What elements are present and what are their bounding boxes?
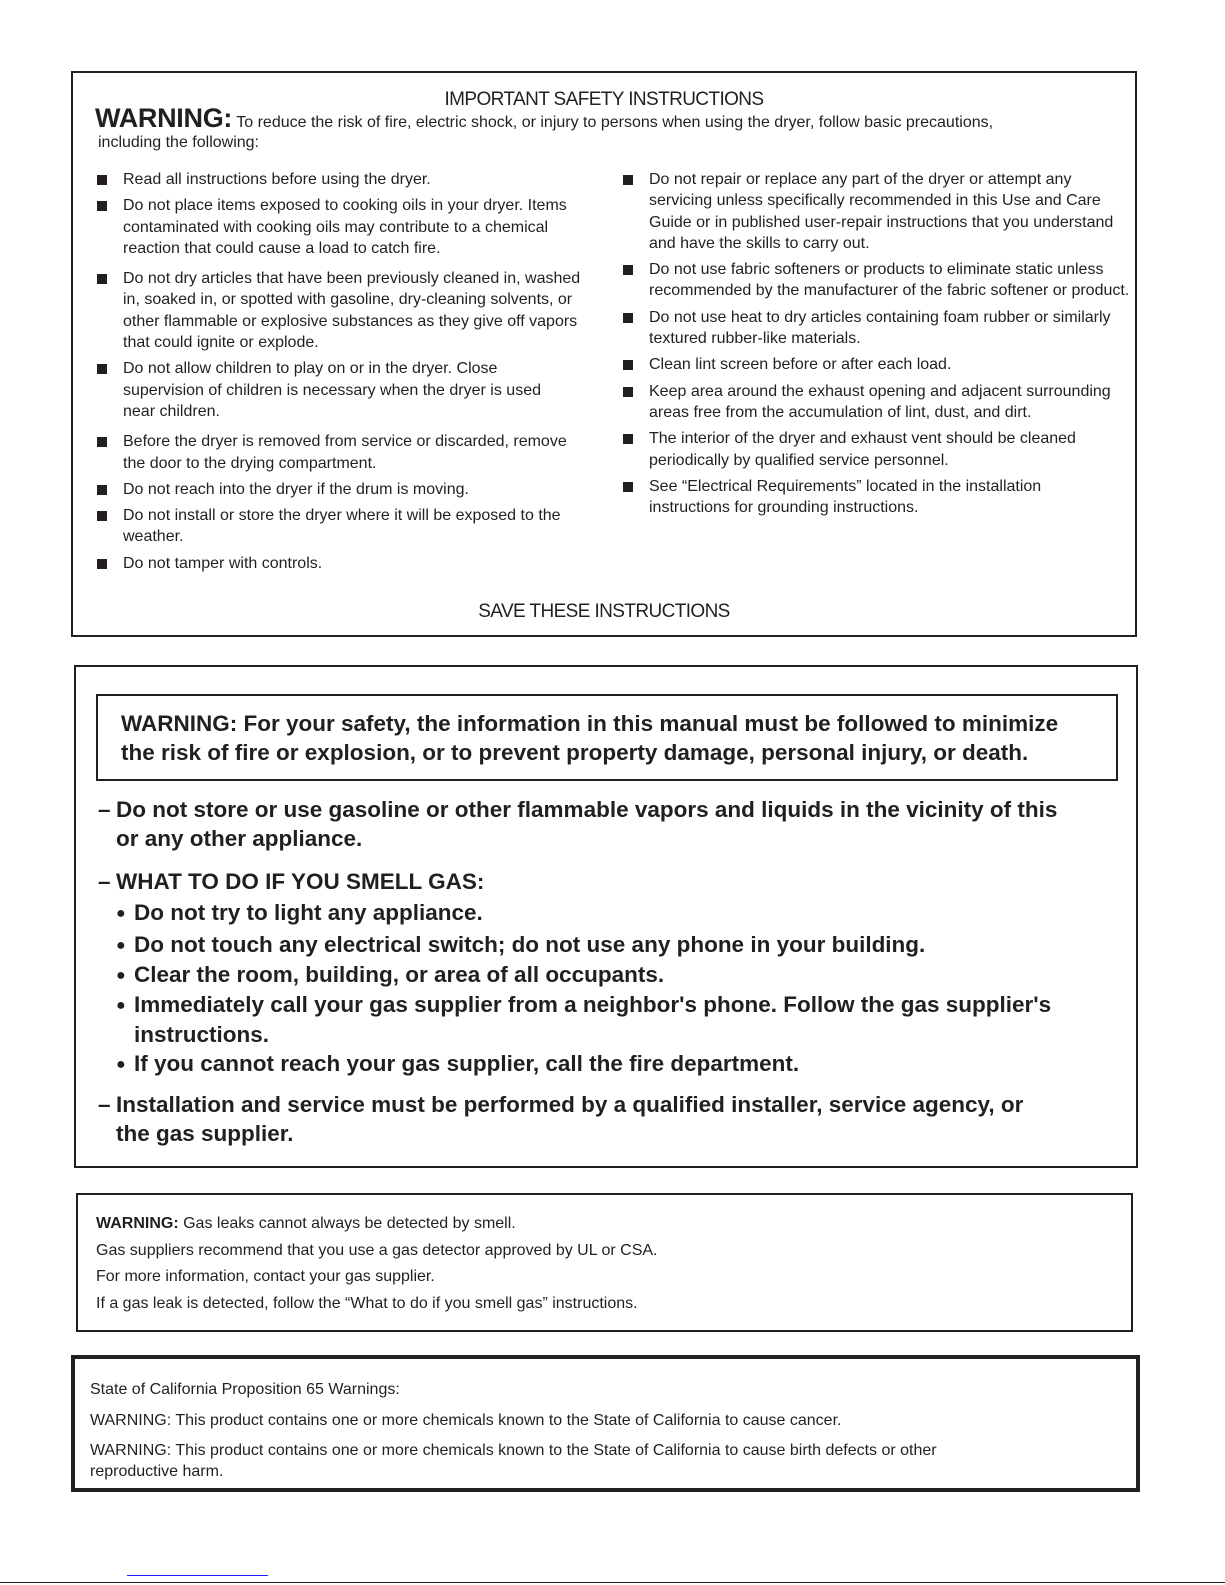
dot-bullet-icon: ● (116, 997, 126, 1014)
callout-line-2: the risk of fire or explosion, or to prevent property damage, personal injury, or death. (121, 740, 1029, 765)
square-bullet-icon (97, 437, 107, 447)
prop65-cancer-warning: WARNING: This product contains one or more chemicals known to the State of California to cause cancer. (90, 1412, 842, 1429)
list-item: Read all instructions before using the dryer. (95, 169, 595, 190)
list-item: Do not allow children to play on or in the dryer. Close supervision of children is necessary when the dryer is used near children. (95, 358, 563, 422)
warning-label: WARNING: (95, 103, 233, 133)
list-item: Do not reach into the dryer if the drum is moving. (95, 479, 595, 500)
list-item: ● Do not try to light any appliance. (116, 898, 1051, 928)
callout-line-1: WARNING: For your safety, the information in this manual must be followed to minimize (121, 711, 1059, 736)
list-item: Do not use heat to dry articles containing foam rubber or similarly textured rubber-like materials. (621, 307, 1139, 350)
list-item: ● Clear the room, building, or area of all occupants. (116, 960, 1051, 990)
list-item: ● Immediately call your gas supplier from a neighbor's phone. Follow the gas supplier's instructions. (116, 992, 1052, 1047)
dot-bullet-icon: ● (116, 1056, 126, 1073)
leak-line-2: Gas suppliers recommend that you use a gas detector approved by UL or CSA. (96, 1242, 658, 1259)
save-instructions-footer: SAVE THESE INSTRUCTIONS (478, 601, 730, 622)
square-bullet-icon (97, 485, 107, 495)
page-bottom-rule (0, 1582, 1225, 1583)
square-bullet-icon (97, 274, 107, 284)
square-bullet-icon (623, 387, 633, 397)
square-bullet-icon (623, 482, 633, 492)
list-item: Clean lint screen before or after each load. (621, 354, 1121, 375)
dash-bullet-icon: – (98, 1092, 111, 1117)
list-item: Do not install or store the dryer where it will be exposed to the weather. (95, 505, 583, 548)
safety-list-right (621, 169, 1130, 523)
prop65-warning-box (71, 1355, 1140, 1492)
prop65-heading: State of California Proposition 65 Warnings: (90, 1381, 400, 1398)
list-item: Before the dryer is removed from service or discarded, remove the door to the drying compartment. (95, 431, 573, 474)
gas-warning-callout (96, 694, 1118, 781)
list-item: See “Electrical Requirements” located in the installation instructions for grounding instructions. (621, 476, 1119, 519)
dash-bullet-icon: – (98, 869, 111, 894)
square-bullet-icon (97, 175, 107, 185)
gas-item-installation: – Installation and service must be performed by a qualified installer, service agency, or the gas supplier. (98, 1092, 1024, 1146)
square-bullet-icon (623, 265, 633, 275)
list-item: Do not repair or replace any part of the dryer or attempt any servicing unless specifically recommended in this Use and Care Guide or in published user-repair instructions that you understand and have the skills to carry out. (621, 169, 1119, 254)
square-bullet-icon (623, 313, 633, 323)
dash-bullet-icon: – (98, 797, 111, 822)
list-item: Do not use fabric softeners or products to eliminate static unless recommended by the manufacturer of the fabric softener or product. (621, 259, 1149, 302)
square-bullet-icon (97, 511, 107, 521)
square-bullet-icon (97, 559, 107, 569)
square-bullet-icon (623, 360, 633, 370)
important-safety-instructions-box (71, 71, 1137, 637)
gas-leak-warning-box (76, 1193, 1133, 1332)
square-bullet-icon (623, 434, 633, 444)
warning-label: WARNING: (96, 1215, 179, 1232)
warning-text-cont: including the following: (98, 134, 259, 151)
square-bullet-icon (623, 175, 633, 185)
smell-gas-heading: WHAT TO DO IF YOU SMELL GAS: (116, 869, 485, 894)
list-item: Do not dry articles that have been previously cleaned in, washed in, soaked in, or spotted with gasoline, dry-cleaning solvents, or other flammable or explosive substances as they give off vapors that could ignite or explode. (95, 268, 583, 353)
dot-bullet-icon: ● (116, 967, 126, 984)
leak-line-4: If a gas leak is detected, follow the “What to do if you smell gas” instructions. (96, 1295, 638, 1312)
list-item: Do not tamper with controls. (95, 553, 595, 574)
safety-list-left (95, 169, 595, 579)
list-item: Do not place items exposed to cooking oils in your dryer. Items contaminated with cooking oils may contribute to a chemical reaction that could cause a load to catch fire. (95, 195, 593, 259)
smell-gas-steps (98, 898, 1051, 1079)
prop65-birth-defects-warning: WARNING: This product contains one or more chemicals known to the State of California to cause birth defects or other reproductive harm. (90, 1442, 937, 1480)
leak-line-1: WARNING: Gas leaks cannot always be detected by smell. (96, 1215, 516, 1232)
list-item: Keep area around the exhaust opening and adjacent surrounding areas free from the accumulation of lint, dust, and dirt. (621, 381, 1149, 424)
dot-bullet-icon: ● (116, 937, 126, 954)
square-bullet-icon (97, 364, 107, 374)
gas-item-no-gasoline: – Do not store or use gasoline or other flammable vapors and liquids in the vicinity of this or any other appliance. (98, 797, 1058, 851)
gas-item-smell-gas (98, 867, 1051, 1079)
safety-warning-intro (95, 103, 1115, 154)
list-item: ● Do not touch any electrical switch; do not use any phone in your building. (116, 930, 1051, 960)
leak-line-3: For more information, contact your gas supplier. (96, 1268, 435, 1285)
list-item: ● If you cannot reach your gas supplier, call the fire department. (116, 1049, 1051, 1079)
blue-rule-line (127, 1575, 268, 1576)
gas-safety-warning-box (74, 665, 1138, 1168)
list-item: The interior of the dryer and exhaust vent should be cleaned periodically by qualified service personnel. (621, 428, 1099, 471)
dot-bullet-icon: ● (116, 905, 126, 922)
square-bullet-icon (97, 201, 107, 211)
warning-text: To reduce the risk of fire, electric shock, or injury to persons when using the dryer, follow basic precautions, (236, 114, 994, 131)
safety-title: IMPORTANT SAFETY INSTRUCTIONS (444, 89, 764, 110)
